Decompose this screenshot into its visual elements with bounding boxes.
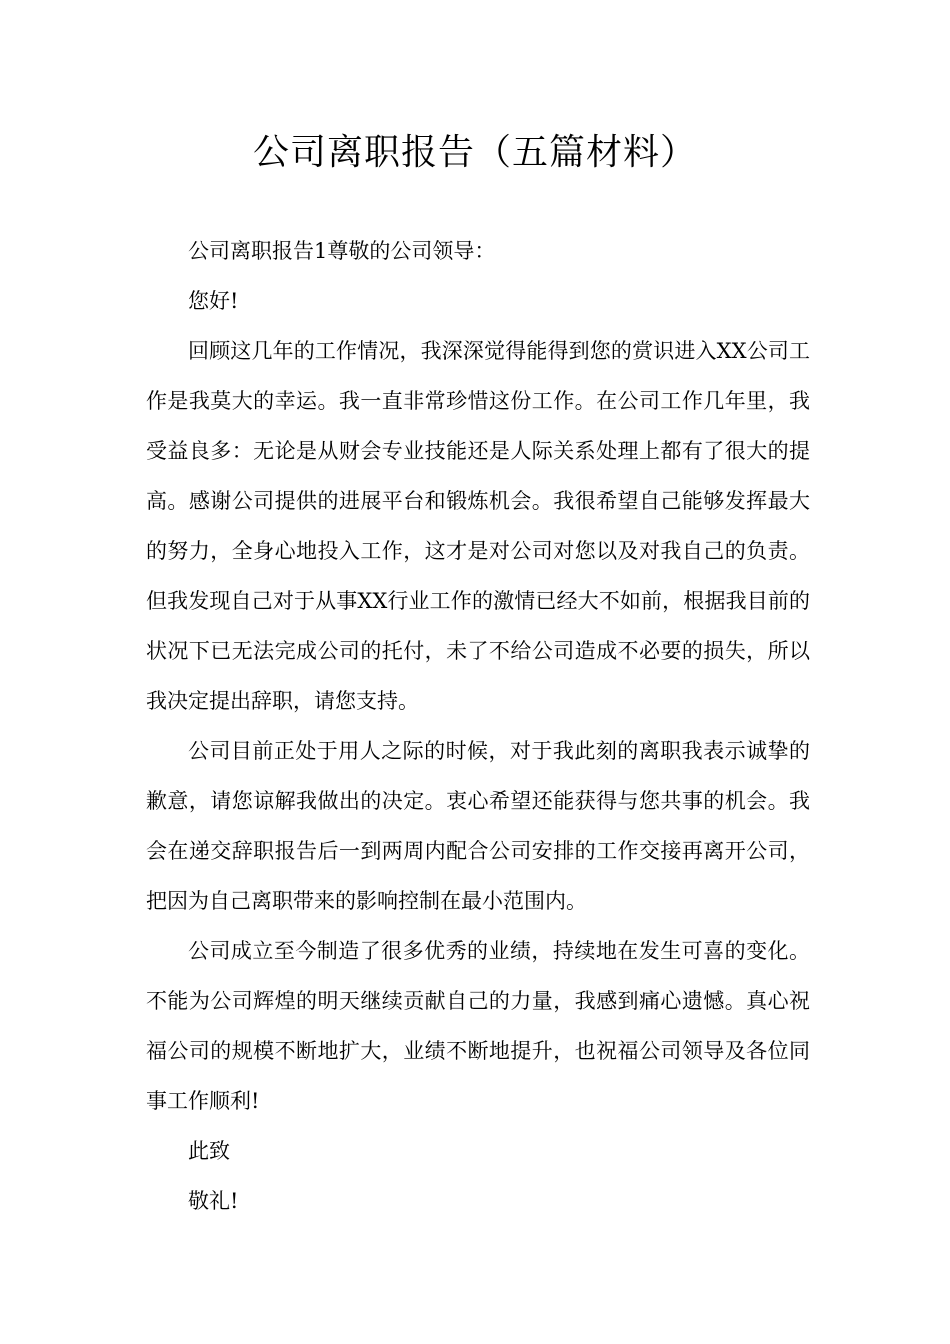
document-title: 公司离职报告（五篇材料）: [252, 132, 697, 173]
document-body: [146, 226, 810, 1226]
paragraph-greeting: 您好!: [188, 289, 239, 313]
paragraph-body-3: 公司成立至今制造了很多优秀的业绩，持续地在发生可喜的变化。不能为公司辉煌的明天继续贡献自己的力量，我感到痛心遗憾。真心祝福公司的规模不断地扩大，业绩不断地提升，也祝福公司领导及各位同事工作顺利!: [146, 939, 810, 1113]
paragraph-body-1: 回顾这几年的工作情况，我深深觉得能得到您的赏识进入XX公司工作是我莫大的幸运。我一直非常珍惜这份工作。在公司工作几年里，我受益良多：无论是从财会专业技能还是人际关系处理上都有了很大的提高。感谢公司提供的进展平台和锻炼机会。我很希望自己能够发挥最大的努力，全身心地投入工作，这才是对公司对您以及对我自己的负责。但我发现自己对于从事XX行业工作的激情已经大不如前，根据我目前的状况下已无法完成公司的托付，未了不给公司造成不必要的损失，所以我决定提出辞职，请您支持。: [146, 339, 810, 713]
paragraph-body-2: 公司目前正处于用人之际的时候，对于我此刻的离职我表示诚挚的歉意，请您谅解我做出的决定。衷心希望还能获得与您共事的机会。我会在递交辞职报告后一到两周内配合公司安排的工作交接再离开公司，把因为自己离职带来的影响控制在最小范围内。: [146, 739, 810, 913]
paragraph-closing: 此致: [188, 1139, 230, 1163]
paragraph-salutation: 公司离职报告1尊敬的公司领导：: [188, 239, 496, 263]
paragraph-regards: 敬礼!: [188, 1189, 239, 1213]
